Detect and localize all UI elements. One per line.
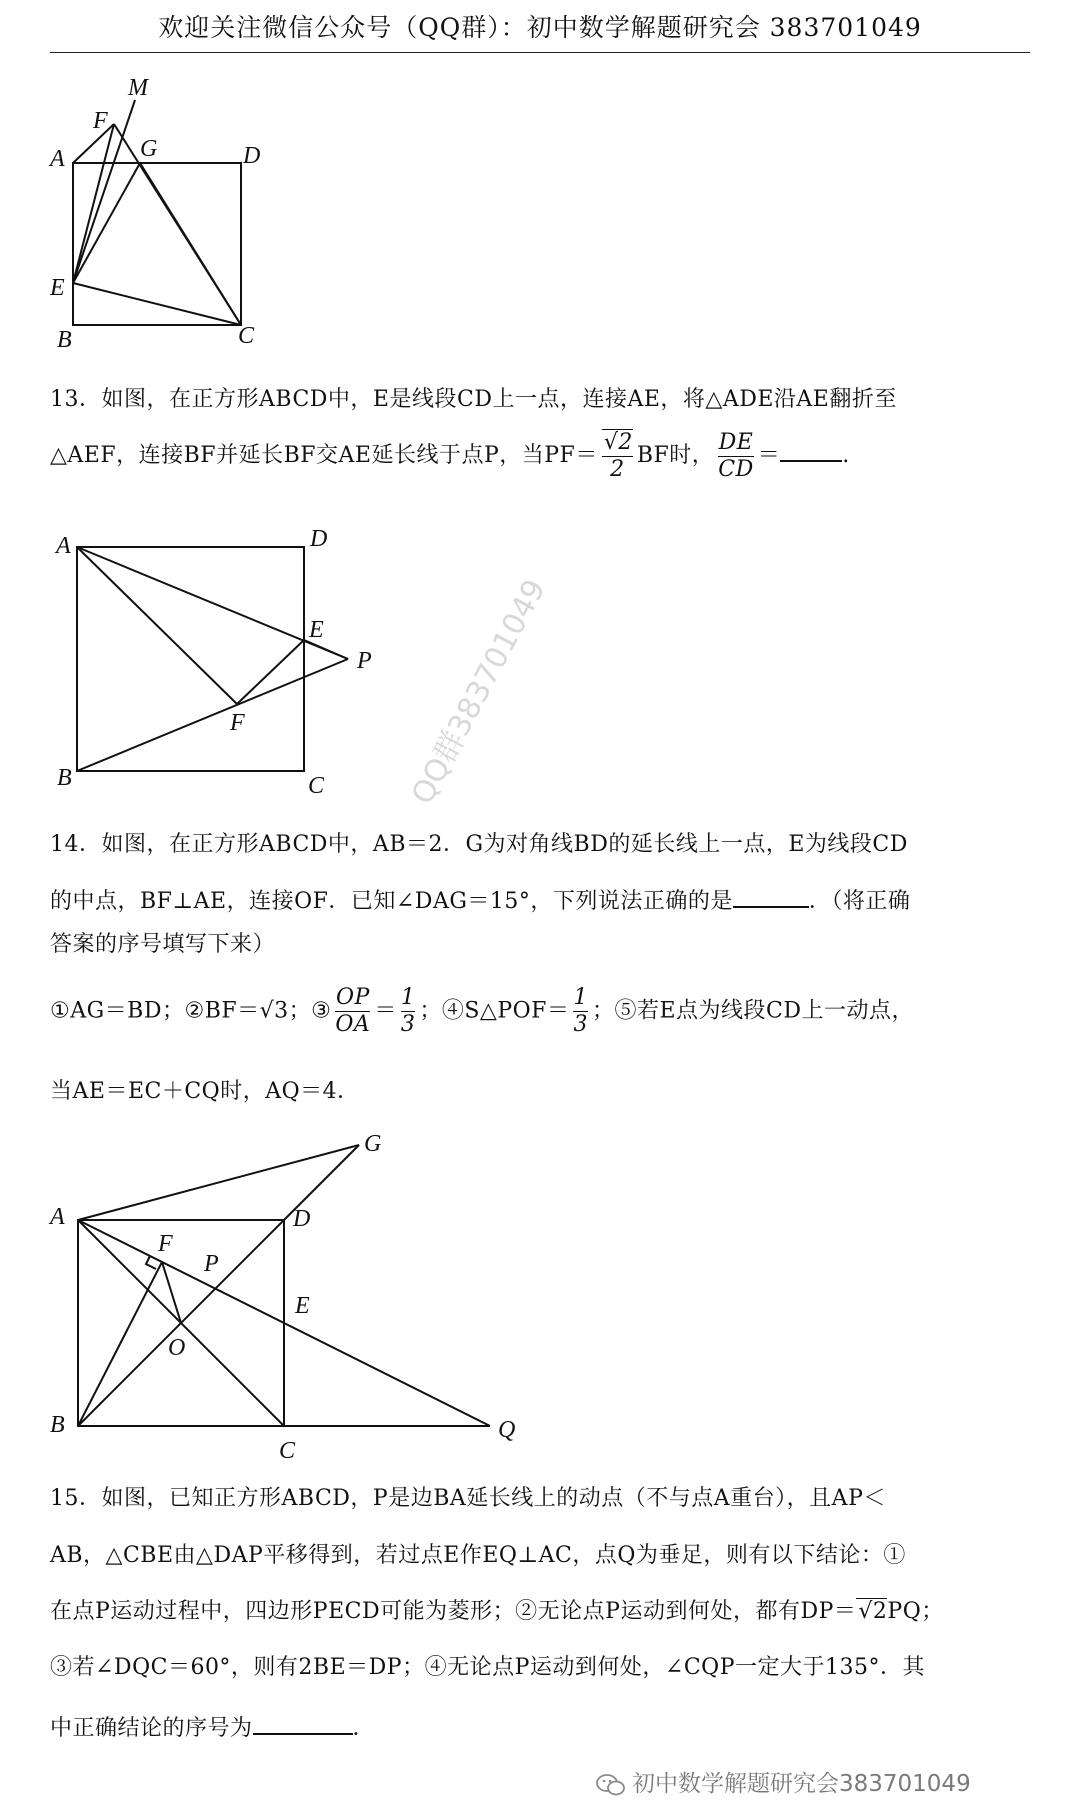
footer-text: 初中数学解题研究会383701049: [632, 1771, 971, 1797]
label-a: A: [50, 146, 65, 172]
label-g-14: G: [364, 1131, 382, 1157]
label-b-14: B: [50, 1412, 65, 1438]
q13-fraction-sqrt2-over-2: $\frac{√2}{2}$: [603, 430, 633, 482]
line-ec: [73, 283, 241, 325]
label-a-13: A: [56, 533, 71, 559]
q14-answer-blank[interactable]: [733, 882, 809, 908]
label-f: F: [93, 108, 108, 134]
label-e-13: E: [309, 617, 324, 643]
q15-line-3: 在点P运动过程中，四边形PECD可能为菱形；②无论点P运动到何处，都有DP＝√2PQ；: [50, 1599, 944, 1624]
q13-fraction-de-over-cd: $\frac{DE}{CD}$: [718, 429, 754, 482]
right-angle-mark: [146, 1256, 156, 1269]
q15-line-5: 中正确结论的序号为 ．: [50, 1709, 375, 1743]
line-fo: [162, 1262, 181, 1323]
page-header: 欢迎关注微信公众号（QQ群）：初中数学解题研究会 383701049: [50, 0, 1030, 53]
label-e-14: E: [295, 1293, 310, 1319]
label-d-14: D: [293, 1206, 311, 1232]
figure-12: [0, 0, 1080, 360]
watermark: QQ群383701049: [405, 573, 553, 811]
line-bp: [77, 659, 348, 771]
label-b: B: [57, 327, 72, 353]
label-f-13: F: [230, 710, 245, 736]
label-c-14: C: [279, 1438, 296, 1464]
line-ef: [73, 124, 114, 283]
line-ag: [78, 1145, 359, 1220]
q14-fraction-op-oa: $\frac{OP}{OA}$: [335, 985, 371, 1037]
wechat-icon: [596, 1773, 626, 1797]
label-o-14: O: [168, 1335, 186, 1361]
q13-answer-blank[interactable]: [780, 436, 842, 462]
q13-line-1: 13．如图，在正方形ABCD中，E是线段CD上一点，连接AE，将△ADE沿AE翻折至: [50, 387, 897, 412]
line-eg: [73, 163, 140, 283]
label-a-14: A: [50, 1204, 65, 1230]
line-bd: [78, 1220, 284, 1426]
line-ap: [77, 547, 348, 659]
label-c: C: [238, 323, 255, 349]
line-af: [77, 547, 237, 704]
label-c-13: C: [308, 773, 325, 799]
q15-answer-blank[interactable]: [253, 1709, 353, 1735]
q14-fraction-one-third-a: $\frac{1}{3}$: [400, 985, 416, 1037]
line-aq: [78, 1220, 490, 1426]
q14-options: ①AG＝BD；②BF＝√3；③ $\frac{OP}{OA}$ ＝ $\frac{1}{3}$ ；④S△POF＝ $\frac{1}{3}$ ；⑤若E点为线段CD上一动点，: [50, 985, 914, 1037]
q15-line-4: ③若∠DQC＝60°，则有2BE＝DP；④无论点P运动到何处，∠CQP一定大于135°．其: [50, 1655, 926, 1680]
label-f-14: F: [158, 1231, 173, 1257]
line-gc: [140, 163, 241, 325]
label-p-13: P: [357, 648, 372, 674]
q14-fraction-one-third-b: $\frac{1}{3}$: [573, 985, 588, 1037]
q14-line-5: 当AE＝EC＋CQ时，AQ＝4．: [50, 1079, 360, 1104]
q14-line-3: 答案的序号填写下来）: [50, 932, 276, 957]
q14-line-2: 的中点，BF⊥AE，连接OF．已知∠DAG＝15°，下列说法正确的是 ．（将正确: [50, 882, 910, 916]
q13-line-2: △AEF，连接BF并延长BF交AE延长线于点P，当PF＝ $\frac{√2}{2}$ BF时， $\frac{DE}{CD}$ ＝ .: [50, 429, 850, 482]
label-b-13: B: [57, 765, 72, 791]
line-ep: [304, 640, 348, 659]
label-d: D: [243, 143, 261, 169]
label-q-14: Q: [498, 1417, 516, 1443]
square-abcd-14: [78, 1220, 284, 1426]
q15-line-2: AB，△CBE由△DAP平移得到，若过点E作EQ⊥AC，点Q为垂足，则有以下结论：①: [50, 1543, 906, 1568]
label-d-13: D: [310, 526, 328, 552]
line-ac: [78, 1220, 284, 1426]
label-p-14: P: [204, 1251, 219, 1277]
q15-line-1: 15．如图，已知正方形ABCD，P是边BA延长线上的动点（不与点A重台），且AP＜: [50, 1486, 886, 1511]
square-abcd-13: [77, 547, 304, 771]
label-m: M: [128, 75, 148, 101]
line-fe: [237, 640, 304, 704]
line-bf: [78, 1262, 162, 1426]
label-e: E: [50, 275, 65, 301]
label-g: G: [140, 136, 158, 162]
line-dg: [284, 1145, 359, 1220]
q14-line-1: 14．如图，在正方形ABCD中，AB＝2．G为对角线BD的延长线上一点，E为线段CD: [50, 832, 908, 857]
footer: [596, 1765, 971, 1798]
